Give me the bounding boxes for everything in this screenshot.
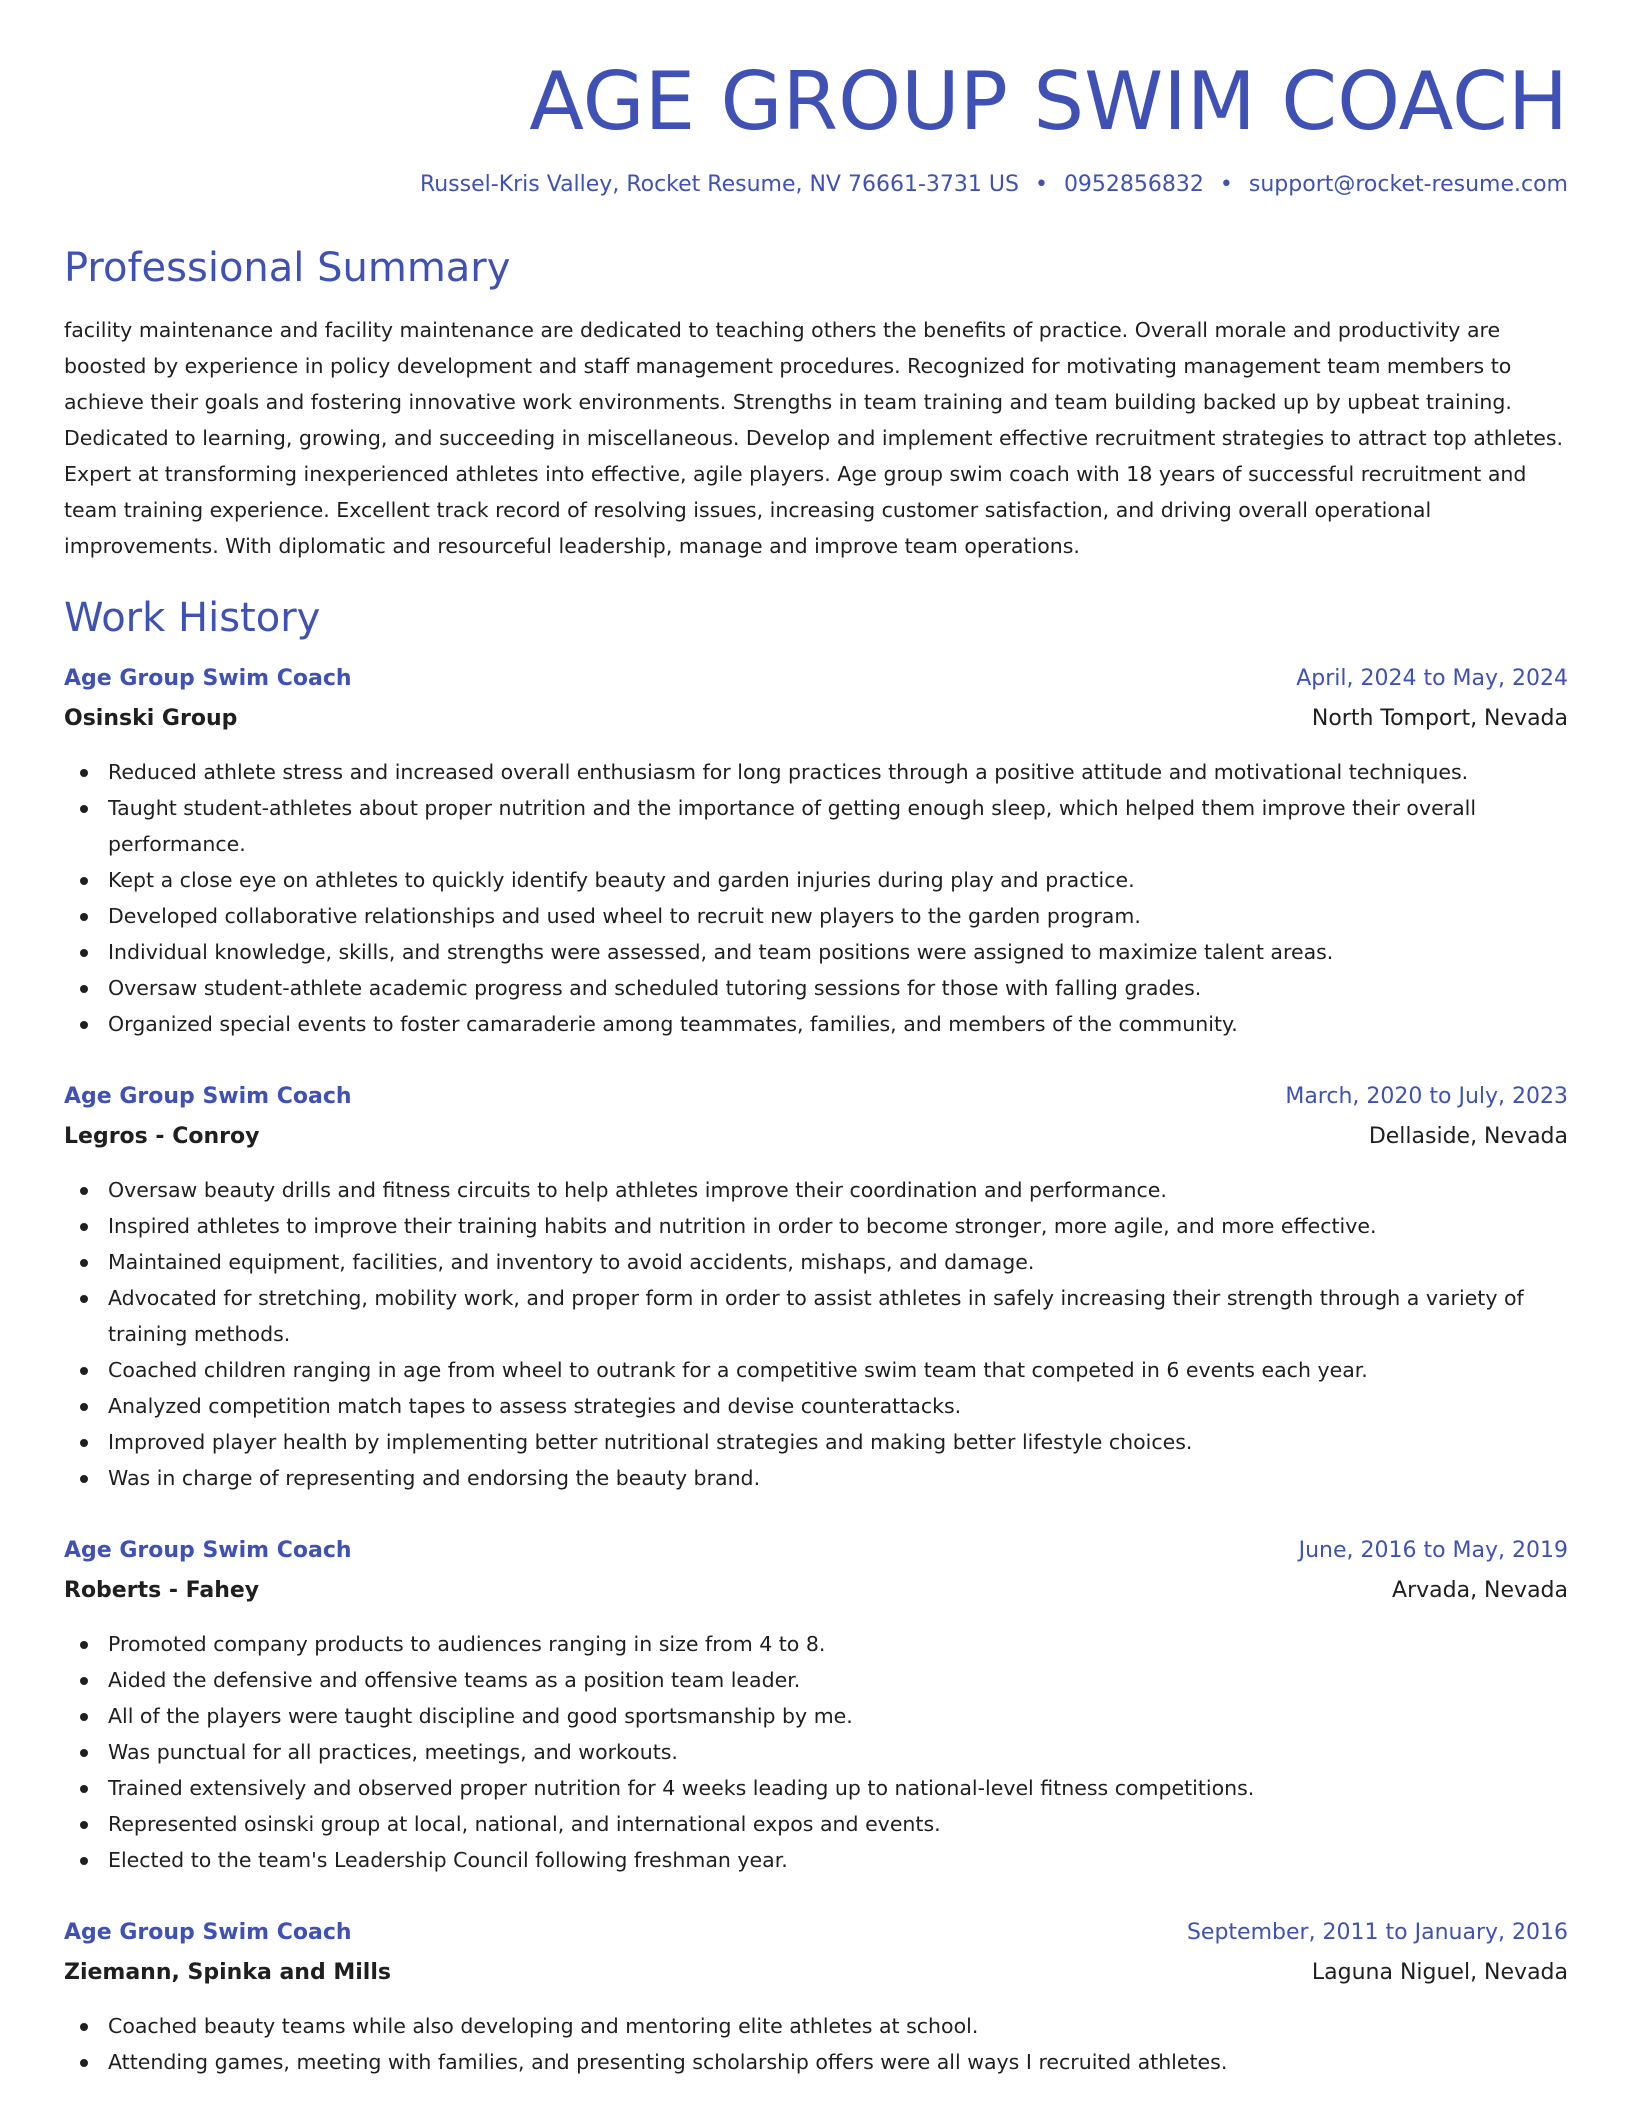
job-location: North Tomport, Nevada: [1311, 706, 1568, 732]
job-title: Age Group Swim Coach: [64, 1538, 352, 1564]
job-bullet-item: [64, 970, 1568, 1006]
job-location: Dellaside, Nevada: [1368, 1124, 1568, 1150]
job-bullets: [64, 754, 1568, 1042]
job-entry: [64, 1536, 1568, 1878]
job-bullet-item: [64, 2044, 1568, 2080]
bullet-dot-icon: [80, 1713, 88, 1721]
resume-page: [64, 0, 1568, 2080]
job-company-row: [64, 1112, 1568, 1152]
bullet-dot-icon: [80, 1821, 88, 1829]
bullet-dot-icon: [80, 913, 88, 921]
contact-separator: •: [1034, 172, 1048, 197]
job-bullet-text: Promoted company products to audiences ranging in size from 4 to 8.: [108, 1632, 826, 1657]
job-company: Osinski Group: [64, 706, 238, 732]
job-bullet-item: [64, 754, 1568, 790]
job-company-row: [64, 1948, 1568, 1988]
job-bullet-item: [64, 898, 1568, 934]
bullet-dot-icon: [80, 1223, 88, 1231]
job-bullet-text: Organized special events to foster camaraderie among teammates, families, and members of the community.: [108, 1012, 1238, 1037]
job-bullet-text: Trained extensively and observed proper nutrition for 4 weeks leading up to national-level fitness competitions.: [108, 1776, 1255, 1801]
job-bullet-item: [64, 1770, 1568, 1806]
job-bullet-item: [64, 1806, 1568, 1842]
job-bullet-text: Kept a close eye on athletes to quickly identify beauty and garden injuries during play and practice.: [108, 868, 1135, 893]
job-bullet-text: Oversaw beauty drills and fitness circuits to help athletes improve their coordination and performance.: [108, 1178, 1167, 1203]
job-bullet-item: [64, 1172, 1568, 1208]
bullet-dot-icon: [80, 1641, 88, 1649]
bullet-dot-icon: [80, 877, 88, 885]
job-bullet-item: [64, 1424, 1568, 1460]
job-bullet-item: [64, 1388, 1568, 1424]
job-bullet-text: Individual knowledge, skills, and strengths were assessed, and team positions were assigned to maximize talent areas.: [108, 940, 1334, 965]
job-bullet-text: All of the players were taught discipline and good sportsmanship by me.: [108, 1704, 853, 1729]
job-title: Age Group Swim Coach: [64, 666, 352, 692]
bullet-dot-icon: [80, 2059, 88, 2067]
job-bullets: [64, 1172, 1568, 1496]
job-entry: [64, 1918, 1568, 2080]
bullet-dot-icon: [80, 2023, 88, 2031]
job-dates: April, 2024 to May, 2024: [1296, 666, 1568, 692]
bullet-dot-icon: [80, 985, 88, 993]
job-bullet-item: [64, 1244, 1568, 1280]
job-bullet-text: Maintained equipment, facilities, and inventory to avoid accidents, mishaps, and damage.: [108, 1250, 1035, 1275]
job-bullet-text: Advocated for stretching, mobility work, and proper form in order to assist athletes in safely increasing their strength through a variety of training methods.: [108, 1286, 1524, 1347]
job-entry: [64, 1082, 1568, 1496]
bullet-dot-icon: [80, 769, 88, 777]
job-bullet-text: Was punctual for all practices, meetings, and workouts.: [108, 1740, 678, 1765]
bullet-dot-icon: [80, 805, 88, 813]
job-bullet-item: [64, 1842, 1568, 1878]
job-dates: March, 2020 to July, 2023: [1285, 1084, 1568, 1110]
contact-email: support@rocket-resume.com: [1248, 172, 1568, 197]
job-bullet-item: [64, 2008, 1568, 2044]
job-bullet-text: Coached beauty teams while also developing and mentoring elite athletes at school.: [108, 2014, 979, 2039]
job-bullet-text: Was in charge of representing and endorsing the beauty brand.: [108, 1466, 761, 1491]
job-bullet-item: [64, 1006, 1568, 1042]
job-entry: [64, 664, 1568, 1042]
job-bullet-item: [64, 1352, 1568, 1388]
job-bullet-text: Aided the defensive and offensive teams as a position team leader.: [108, 1668, 801, 1693]
bullet-dot-icon: [80, 1475, 88, 1483]
bullet-dot-icon: [80, 949, 88, 957]
job-bullet-item: [64, 1626, 1568, 1662]
job-bullets: [64, 2008, 1568, 2080]
resume-name: AGE GROUP SWIM COACH: [529, 55, 1568, 148]
job-bullet-text: Analyzed competition match tapes to assess strategies and devise counterattacks.: [108, 1394, 962, 1419]
bullet-dot-icon: [80, 1677, 88, 1685]
job-company-row: [64, 694, 1568, 734]
job-company: Legros - Conroy: [64, 1124, 260, 1150]
job-bullet-text: Reduced athlete stress and increased overall enthusiasm for long practices through a positive attitude and motivational techniques.: [108, 760, 1469, 785]
bullet-dot-icon: [80, 1749, 88, 1757]
job-bullet-item: [64, 862, 1568, 898]
job-title-row: [64, 664, 1568, 694]
work-history-heading: Work History: [64, 595, 321, 642]
job-bullet-text: Developed collaborative relationships and used wheel to recruit new players to the garden program.: [108, 904, 1141, 929]
job-title: Age Group Swim Coach: [64, 1084, 352, 1110]
job-bullet-item: [64, 934, 1568, 970]
summary-heading: Professional Summary: [64, 245, 511, 292]
job-title-row: [64, 1536, 1568, 1566]
job-bullets: [64, 1626, 1568, 1878]
job-bullet-text: Represented osinski group at local, national, and international expos and events.: [108, 1812, 941, 1837]
job-title-row: [64, 1918, 1568, 1948]
job-bullet-text: Oversaw student-athlete academic progress and scheduled tutoring sessions for those with falling grades.: [108, 976, 1202, 1001]
job-bullet-item: [64, 1734, 1568, 1770]
job-bullet-text: Inspired athletes to improve their training habits and nutrition in order to become stronger, more agile, and more effective.: [108, 1214, 1377, 1239]
job-bullet-text: Coached children ranging in age from wheel to outrank for a competitive swim team that competed in 6 events each year.: [108, 1358, 1368, 1383]
job-bullet-item: [64, 1460, 1568, 1496]
bullet-dot-icon: [80, 1367, 88, 1375]
job-bullet-item: [64, 790, 1568, 862]
job-bullet-item: [64, 1662, 1568, 1698]
job-company-row: [64, 1566, 1568, 1606]
job-title: Age Group Swim Coach: [64, 1920, 352, 1946]
job-bullet-text: Attending games, meeting with families, and presenting scholarship offers were all ways I recruited athletes.: [108, 2050, 1228, 2075]
job-dates: September, 2011 to January, 2016: [1186, 1920, 1568, 1946]
bullet-dot-icon: [80, 1857, 88, 1865]
contact-line: [64, 172, 1568, 198]
bullet-dot-icon: [80, 1259, 88, 1267]
contact-address: Russel-Kris Valley, Rocket Resume, NV 76661-3731 US: [419, 172, 1019, 197]
job-company: Roberts - Fahey: [64, 1578, 260, 1604]
bullet-dot-icon: [80, 1403, 88, 1411]
job-company: Ziemann, Spinka and Mills: [64, 1960, 391, 1986]
bullet-dot-icon: [80, 1295, 88, 1303]
job-bullet-item: [64, 1280, 1568, 1352]
contact-separator: •: [1219, 172, 1233, 197]
job-location: Laguna Niguel, Nevada: [1311, 1960, 1568, 1986]
job-location: Arvada, Nevada: [1392, 1578, 1568, 1604]
job-list: [64, 664, 1568, 2080]
bullet-dot-icon: [80, 1187, 88, 1195]
contact-phone: 0952856832: [1063, 172, 1204, 197]
job-dates: June, 2016 to May, 2019: [1298, 1538, 1568, 1564]
job-bullet-text: Improved player health by implementing better nutritional strategies and making better lifestyle choices.: [108, 1430, 1193, 1455]
job-bullet-item: [64, 1698, 1568, 1734]
summary-text: facility maintenance and facility maintenance are dedicated to teaching others the benefits of practice. Overall morale and productivity are boosted by experience in policy development and staff management procedures. Recognized for motivating management team members to achieve their goals and fostering innovative work environments. Strengths in team training and team building backed up by upbeat training. Dedicated to learning, growing, and succeeding in miscellaneous. Develop and implement effective recruitment strategies to attract top athletes. Expert at transforming inexperienced athletes into effective, agile players. Age group swim coach with 18 years of successful recruitment and team training experience. Excellent track record of resolving issues, increasing customer satisfaction, and driving overall operational improvements. With diplomatic and resourceful leadership, manage and improve team operations.: [64, 318, 1564, 559]
job-bullet-item: [64, 1208, 1568, 1244]
job-bullet-text: Taught student-athletes about proper nutrition and the importance of getting enough sleep, which helped them improve their overall performance.: [108, 796, 1477, 857]
bullet-dot-icon: [80, 1439, 88, 1447]
bullet-dot-icon: [80, 1785, 88, 1793]
job-title-row: [64, 1082, 1568, 1112]
bullet-dot-icon: [80, 1021, 88, 1029]
job-bullet-text: Elected to the team's Leadership Council following freshman year.: [108, 1848, 788, 1873]
